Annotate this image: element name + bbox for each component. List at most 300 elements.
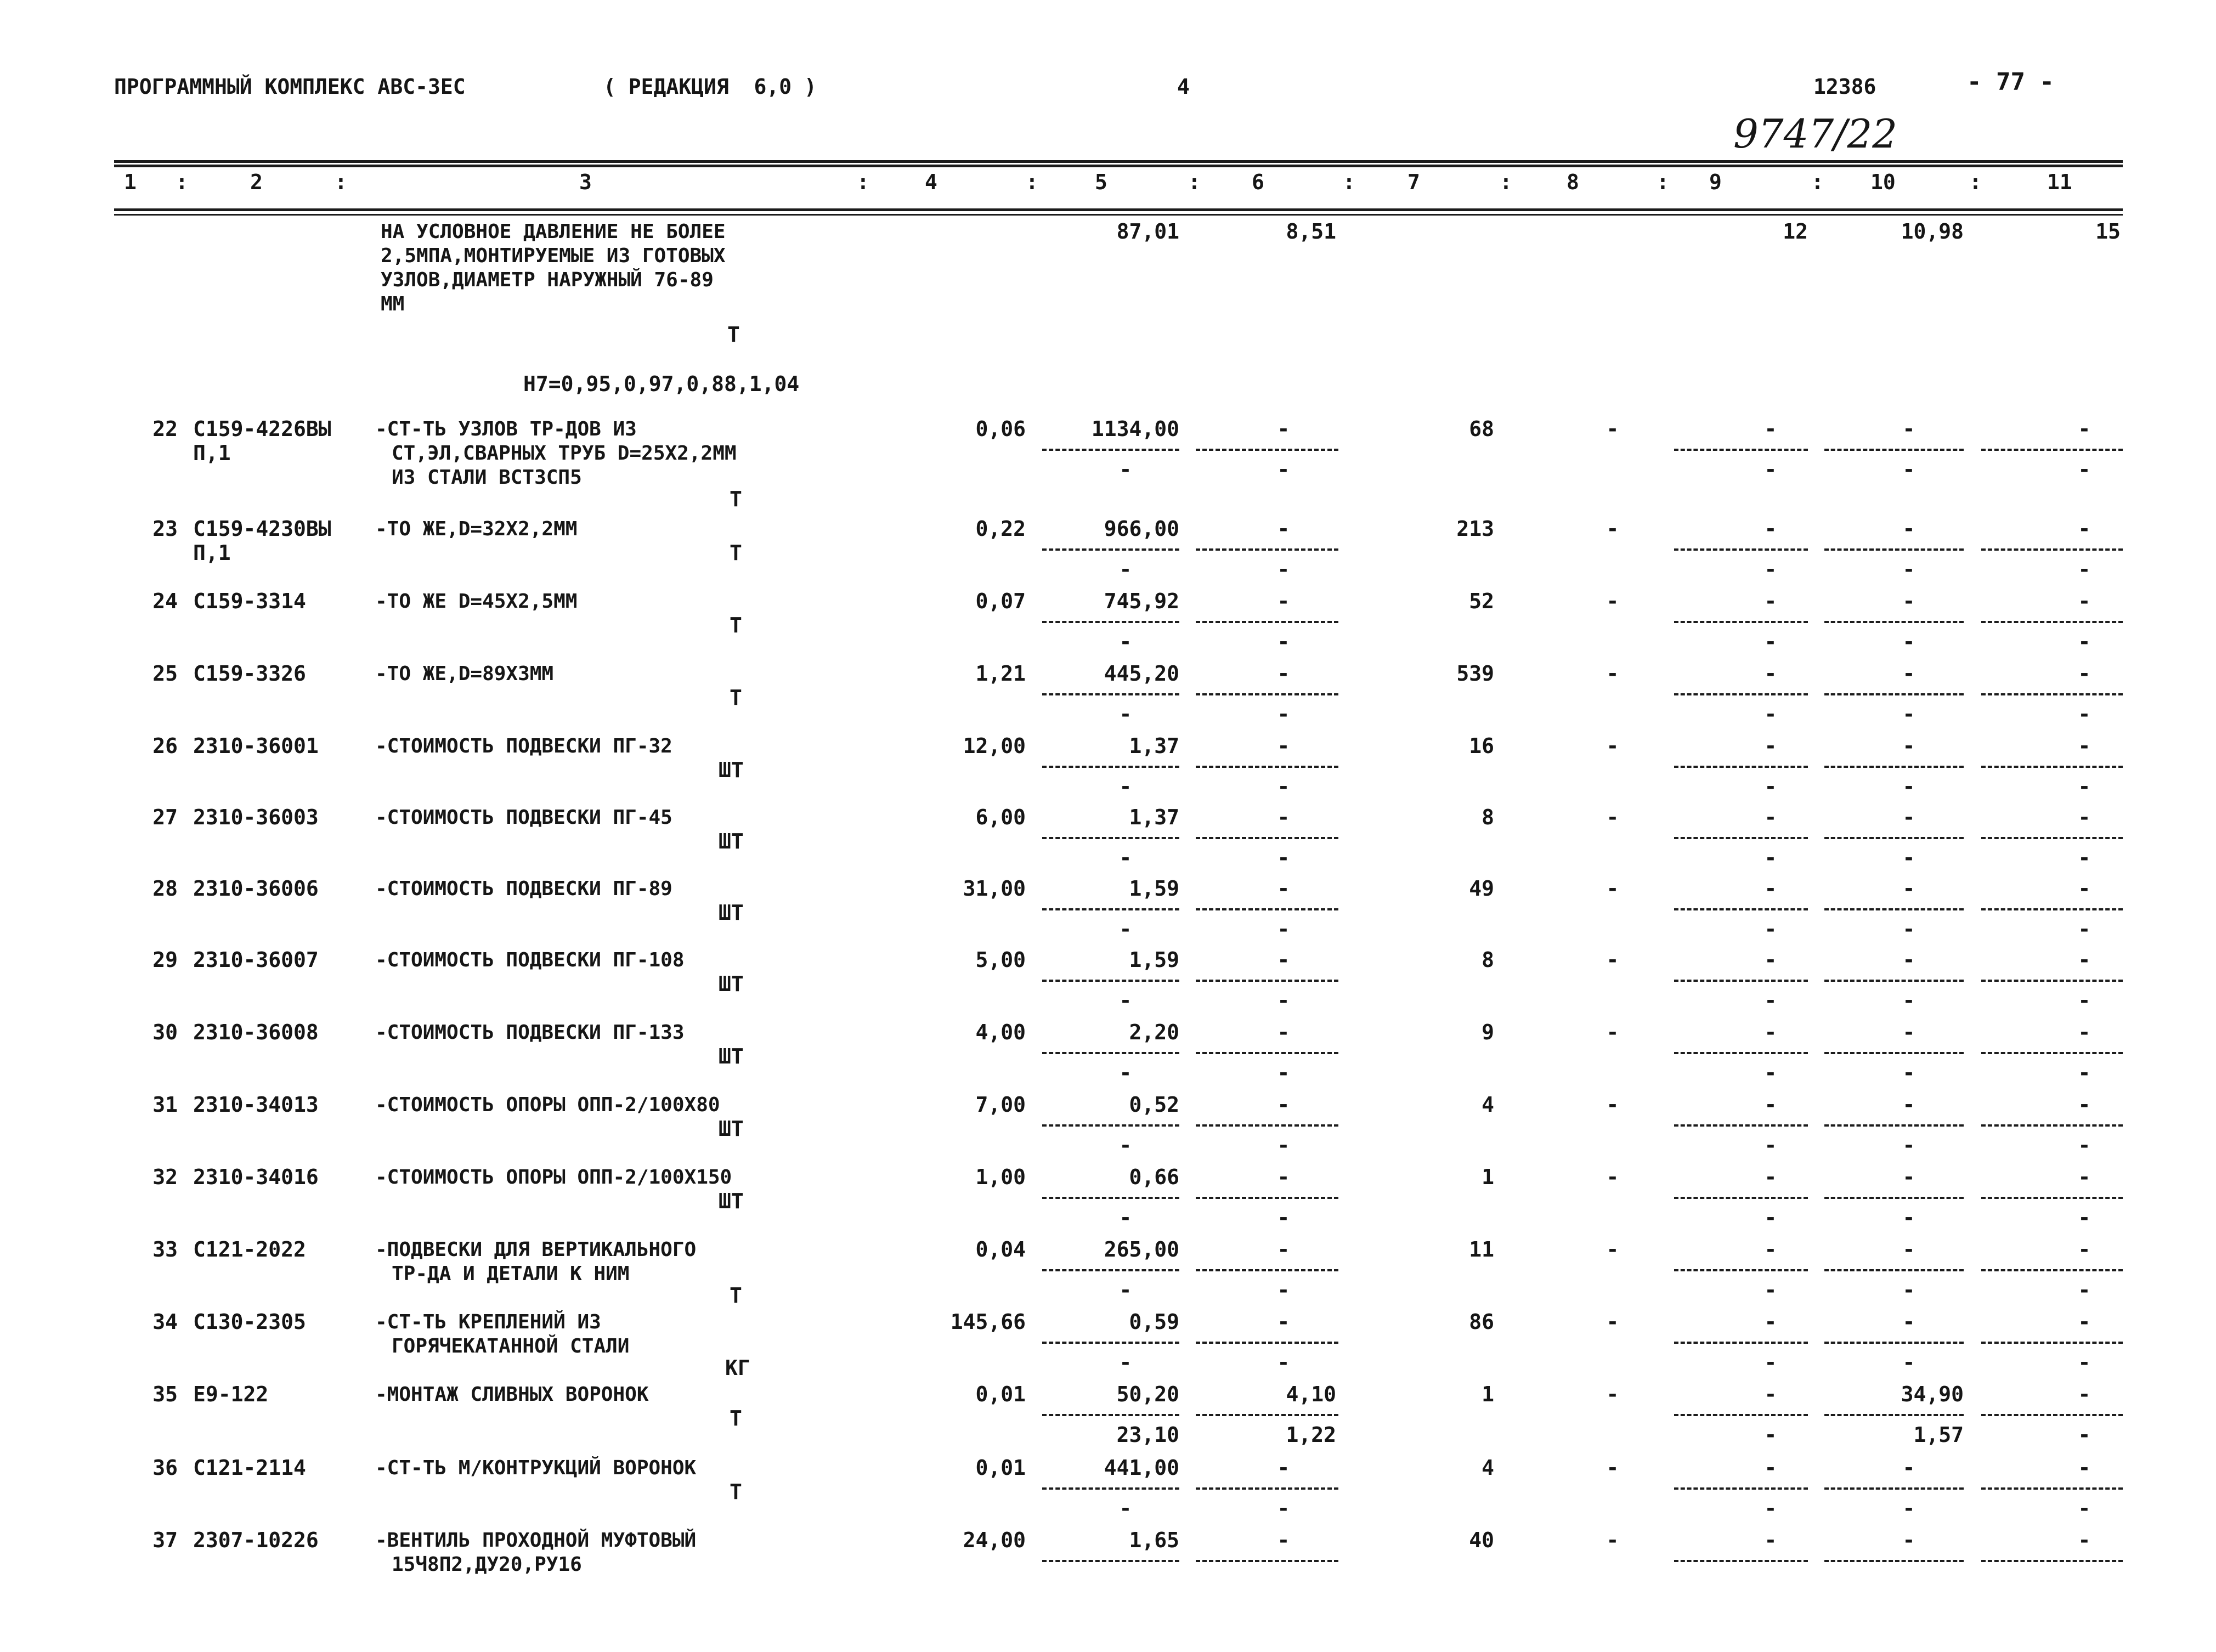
row-quantity: 24,00 bbox=[963, 1528, 1026, 1552]
row-rule-col6 bbox=[1196, 1052, 1338, 1054]
row-total: 539 bbox=[1456, 661, 1494, 686]
row-rule-col11 bbox=[1981, 1052, 2123, 1054]
column-header-9: 9 bbox=[1709, 170, 1722, 194]
row-col10: - bbox=[1902, 948, 1915, 972]
row-col11: - bbox=[2078, 1382, 2091, 1406]
table-top-rule bbox=[114, 160, 2123, 163]
row-total: 40 bbox=[1469, 1528, 1494, 1552]
column-separator: : bbox=[1657, 170, 1669, 194]
row-unit-price-alt: - bbox=[1119, 1278, 1132, 1302]
row-rule-col9 bbox=[1674, 1197, 1808, 1199]
row-rule-col9 bbox=[1674, 980, 1808, 982]
row-col9: - bbox=[1764, 948, 1777, 972]
row-unit: ШТ bbox=[719, 1044, 744, 1068]
row-total: 8 bbox=[1482, 805, 1494, 829]
row-col9: - bbox=[1764, 734, 1777, 758]
row-quantity: 0,22 bbox=[975, 517, 1026, 541]
row-description-line: -ВЕНТИЛЬ ПРОХОДНОЙ МУФТОВЫЙ bbox=[375, 1529, 697, 1552]
row-description-line: -ТО ЖЕ,D=89Х3ММ bbox=[375, 663, 554, 685]
column-separator: : bbox=[176, 170, 188, 194]
row-rule-col9 bbox=[1674, 621, 1808, 623]
row-unit-price: 1,59 bbox=[1129, 948, 1179, 972]
sheet-number: - 77 - bbox=[1967, 68, 2054, 96]
row-col11-alt: - bbox=[2078, 1350, 2091, 1374]
row-number: 25 bbox=[152, 661, 178, 686]
row-col11-alt: - bbox=[2078, 1423, 2091, 1447]
row-rule-col6 bbox=[1196, 621, 1338, 623]
row-code: С121-2022 bbox=[193, 1237, 306, 1261]
row-unit: Т bbox=[730, 487, 742, 511]
row-quantity: 1,00 bbox=[975, 1165, 1026, 1189]
row-description-line: -СТОИМОСТЬ ПОДВЕСКИ ПГ-133 bbox=[375, 1021, 685, 1044]
row-quantity: 0,07 bbox=[975, 589, 1026, 613]
row-col11: - bbox=[2078, 1310, 2091, 1334]
row-col6: - bbox=[1277, 589, 1290, 613]
row-rule-col6 bbox=[1196, 1487, 1338, 1490]
row-col6: - bbox=[1277, 1093, 1290, 1117]
row-code: С130-2305 bbox=[193, 1310, 306, 1334]
row-rule-col9 bbox=[1674, 837, 1808, 839]
row-code: С159-4226ВЫ bbox=[193, 417, 331, 441]
row-code: 2310-36003 bbox=[193, 805, 319, 829]
row-rule-col6 bbox=[1196, 837, 1338, 839]
row-unit: ШТ bbox=[719, 1117, 744, 1141]
row-col8: - bbox=[1606, 1020, 1619, 1044]
row-col9: - bbox=[1764, 417, 1777, 441]
row-unit-price: 2,20 bbox=[1129, 1020, 1179, 1044]
row-col10: - bbox=[1902, 1165, 1915, 1189]
row-col10-alt: - bbox=[1902, 702, 1915, 726]
row-rule-col10 bbox=[1824, 621, 1964, 623]
row-description-line: -ТО ЖЕ,D=32Х2,2ММ bbox=[375, 518, 578, 540]
row-unit-price: 50,20 bbox=[1116, 1382, 1179, 1406]
row-col10-alt: - bbox=[1902, 557, 1915, 581]
row-description-line: -СТОИМОСТЬ ПОДВЕСКИ ПГ-89 bbox=[375, 878, 672, 900]
row-col11: - bbox=[2078, 417, 2091, 441]
row-col9-alt: - bbox=[1764, 1496, 1777, 1520]
row-rule-col10 bbox=[1824, 766, 1964, 768]
row-unit: ШТ bbox=[719, 829, 744, 853]
row-rule-col10 bbox=[1824, 449, 1964, 451]
row-col10-alt: - bbox=[1902, 1350, 1915, 1374]
row-unit: ШТ bbox=[719, 758, 744, 782]
row-code: 2307-10226 bbox=[193, 1528, 319, 1552]
row-col11: - bbox=[2078, 1237, 2091, 1261]
row-col8: - bbox=[1606, 517, 1619, 541]
column-separator: : bbox=[1969, 170, 1982, 194]
row-rule-col10 bbox=[1824, 1269, 1964, 1271]
row-description-line: СТ,ЭЛ,СВАРНЫХ ТРУБ D=25Х2,2ММ bbox=[392, 442, 737, 465]
row-col6-alt: 1,22 bbox=[1286, 1423, 1336, 1447]
row-rule-col11 bbox=[1981, 621, 2123, 623]
row-rule-col5 bbox=[1042, 1052, 1179, 1054]
row-col9-alt: - bbox=[1764, 630, 1777, 654]
row-number: 26 bbox=[152, 734, 178, 758]
row-rule-col11 bbox=[1981, 837, 2123, 839]
row-col11: - bbox=[2078, 517, 2091, 541]
table-header-rule-2 bbox=[114, 214, 2123, 216]
intro-description-line: ММ bbox=[381, 293, 405, 315]
row-col10-alt: - bbox=[1902, 630, 1915, 654]
row-rule-col11 bbox=[1981, 548, 2123, 551]
row-rule-col11 bbox=[1981, 1197, 2123, 1199]
row-description-line: -СТОИМОСТЬ ПОДВЕСКИ ПГ-108 bbox=[375, 949, 685, 971]
row-unit: КГ bbox=[725, 1356, 750, 1380]
row-quantity: 4,00 bbox=[975, 1020, 1026, 1044]
row-rule-col10 bbox=[1824, 1342, 1964, 1344]
row-col10-alt: - bbox=[1902, 1278, 1915, 1302]
row-col6-alt: - bbox=[1277, 774, 1290, 799]
row-quantity: 7,00 bbox=[975, 1093, 1026, 1117]
row-number: 23 bbox=[152, 517, 178, 541]
row-col11: - bbox=[2078, 1528, 2091, 1552]
row-rule-col6 bbox=[1196, 693, 1338, 695]
row-col6-alt: - bbox=[1277, 1133, 1290, 1157]
row-rule-col9 bbox=[1674, 908, 1808, 910]
row-total: 4 bbox=[1482, 1456, 1494, 1480]
column-header-6: 6 bbox=[1252, 170, 1264, 194]
column-header-1: 1 bbox=[124, 170, 137, 194]
row-rule-col11 bbox=[1981, 1414, 2123, 1416]
row-rule-col10 bbox=[1824, 1052, 1964, 1054]
row-rule-col10 bbox=[1824, 693, 1964, 695]
row-rule-col9 bbox=[1674, 1487, 1808, 1490]
row-total: 11 bbox=[1469, 1237, 1494, 1261]
row-rule-col5 bbox=[1042, 693, 1179, 695]
row-rule-col9 bbox=[1674, 693, 1808, 695]
row-rule-col5 bbox=[1042, 908, 1179, 910]
table-top-rule-2 bbox=[114, 165, 2123, 167]
row-col11: - bbox=[2078, 876, 2091, 901]
row-col11-alt: - bbox=[2078, 1133, 2091, 1157]
row-unit-price: 0,59 bbox=[1129, 1310, 1179, 1334]
row-col6: - bbox=[1277, 948, 1290, 972]
column-header-2: 2 bbox=[250, 170, 263, 194]
row-unit-price: 445,20 bbox=[1104, 661, 1179, 686]
row-rule-col9 bbox=[1674, 1560, 1808, 1562]
row-rule-col11 bbox=[1981, 1124, 2123, 1127]
row-number: 35 bbox=[152, 1382, 178, 1406]
row-rule-col10 bbox=[1824, 908, 1964, 910]
row-quantity: 0,01 bbox=[975, 1456, 1026, 1480]
row-col9-alt: - bbox=[1764, 702, 1777, 726]
row-col6-alt: - bbox=[1277, 846, 1290, 870]
row-rule-col11 bbox=[1981, 1342, 2123, 1344]
row-col10-alt: - bbox=[1902, 457, 1915, 482]
row-col8: - bbox=[1606, 734, 1619, 758]
row-col11-alt: - bbox=[2078, 630, 2091, 654]
row-col10: - bbox=[1902, 589, 1915, 613]
row-rule-col5 bbox=[1042, 1197, 1179, 1199]
intro-col5: 87,01 bbox=[1116, 219, 1179, 244]
row-col6: - bbox=[1277, 517, 1290, 541]
row-rule-col11 bbox=[1981, 1487, 2123, 1490]
row-col8: - bbox=[1606, 661, 1619, 686]
row-col11: - bbox=[2078, 661, 2091, 686]
row-unit-price-alt: - bbox=[1119, 1350, 1132, 1374]
row-col8: - bbox=[1606, 1456, 1619, 1480]
row-number: 33 bbox=[152, 1237, 178, 1261]
row-col10: - bbox=[1902, 517, 1915, 541]
row-description-line: ГОРЯЧЕКАТАННОЙ СТАЛИ bbox=[392, 1335, 630, 1357]
row-description-line: ИЗ СТАЛИ ВСТ3СП5 bbox=[392, 466, 582, 489]
row-col8: - bbox=[1606, 417, 1619, 441]
row-unit-price: 1,37 bbox=[1129, 734, 1179, 758]
row-description-line: -МОНТАЖ СЛИВНЫХ ВОРОНОК bbox=[375, 1383, 649, 1406]
row-code: 2310-34013 bbox=[193, 1093, 319, 1117]
row-number: 37 bbox=[152, 1528, 178, 1552]
row-col6-alt: - bbox=[1277, 1206, 1290, 1230]
row-unit-price: 441,00 bbox=[1104, 1456, 1179, 1480]
row-unit-price: 1,65 bbox=[1129, 1528, 1179, 1552]
row-unit: ШТ bbox=[719, 901, 744, 925]
row-unit-price-alt: - bbox=[1119, 1496, 1132, 1520]
row-col8: - bbox=[1606, 876, 1619, 901]
intro-col10: 10,98 bbox=[1901, 219, 1964, 244]
row-quantity: 1,21 bbox=[975, 661, 1026, 686]
row-quantity: 0,06 bbox=[975, 417, 1026, 441]
column-header-4: 4 bbox=[925, 170, 937, 194]
column-separator: : bbox=[335, 170, 347, 194]
row-unit-price: 1,59 bbox=[1129, 876, 1179, 901]
row-col6: - bbox=[1277, 1456, 1290, 1480]
row-number: 28 bbox=[152, 876, 178, 901]
row-col9-alt: - bbox=[1764, 846, 1777, 870]
row-col8: - bbox=[1606, 1093, 1619, 1117]
column-separator: : bbox=[857, 170, 869, 194]
row-col11-alt: - bbox=[2078, 988, 2091, 1012]
row-quantity: 5,00 bbox=[975, 948, 1026, 972]
row-col10-alt: - bbox=[1902, 988, 1915, 1012]
row-col10-alt: - bbox=[1902, 1496, 1915, 1520]
row-quantity: 31,00 bbox=[963, 876, 1026, 901]
column-separator: : bbox=[1343, 170, 1355, 194]
intro-col9: 12 bbox=[1783, 219, 1808, 244]
row-description-line: -СТ-ТЬ М/КОНТРУКЦИЙ ВОРОНОК bbox=[375, 1457, 697, 1479]
row-total: 9 bbox=[1482, 1020, 1494, 1044]
row-col10-alt: - bbox=[1902, 774, 1915, 799]
row-total: 49 bbox=[1469, 876, 1494, 901]
row-col11: - bbox=[2078, 805, 2091, 829]
column-separator: : bbox=[1026, 170, 1038, 194]
row-rule-col10 bbox=[1824, 1487, 1964, 1490]
row-code: 2310-36006 bbox=[193, 876, 319, 901]
row-col8: - bbox=[1606, 1310, 1619, 1334]
row-unit-price-alt: - bbox=[1119, 1133, 1132, 1157]
row-description-line: -СТ-ТЬ УЗЛОВ ТР-ДОВ ИЗ bbox=[375, 418, 637, 440]
row-col10: - bbox=[1902, 1528, 1915, 1552]
row-rule-col9 bbox=[1674, 1052, 1808, 1054]
row-col11-alt: - bbox=[2078, 917, 2091, 941]
row-col11-alt: - bbox=[2078, 1496, 2091, 1520]
row-col6: - bbox=[1277, 1020, 1290, 1044]
row-col9-alt: - bbox=[1764, 988, 1777, 1012]
row-col6: - bbox=[1277, 1237, 1290, 1261]
row-unit-price: 0,52 bbox=[1129, 1093, 1179, 1117]
row-rule-col10 bbox=[1824, 1560, 1964, 1562]
row-rule-col11 bbox=[1981, 980, 2123, 982]
row-rule-col11 bbox=[1981, 1269, 2123, 1271]
row-total: 52 bbox=[1469, 589, 1494, 613]
row-col9: - bbox=[1764, 1237, 1777, 1261]
row-col10: - bbox=[1902, 876, 1915, 901]
row-col6-alt: - bbox=[1277, 917, 1290, 941]
row-rule-col10 bbox=[1824, 980, 1964, 982]
row-unit: Т bbox=[730, 1480, 742, 1504]
row-description-line: -ТО ЖЕ D=45Х2,5ММ bbox=[375, 590, 578, 613]
column-separator: : bbox=[1500, 170, 1512, 194]
row-code: С159-3326 bbox=[193, 661, 306, 686]
program-title: ПРОГРАММНЫЙ КОМПЛЕКС АВС-ЗЕС bbox=[114, 75, 466, 99]
row-col8: - bbox=[1606, 1165, 1619, 1189]
row-col6: 4,10 bbox=[1286, 1382, 1336, 1406]
row-number: 32 bbox=[152, 1165, 178, 1189]
row-col9-alt: - bbox=[1764, 557, 1777, 581]
row-col6: - bbox=[1277, 876, 1290, 901]
coefficient-line: Н7=0,95,0,97,0,88,1,04 bbox=[523, 372, 800, 396]
row-col9-alt: - bbox=[1764, 457, 1777, 482]
row-col8: - bbox=[1606, 589, 1619, 613]
row-rule-col11 bbox=[1981, 766, 2123, 768]
row-description-line: -СТОИМОСТЬ ОПОРЫ ОПП-2/100Х150 bbox=[375, 1166, 732, 1189]
row-col11-alt: - bbox=[2078, 1206, 2091, 1230]
row-col11: - bbox=[2078, 734, 2091, 758]
row-number: 22 bbox=[152, 417, 178, 441]
row-unit-price: 745,92 bbox=[1104, 589, 1179, 613]
row-description-line: -СТОИМОСТЬ ПОДВЕСКИ ПГ-32 bbox=[375, 735, 672, 757]
row-col6-alt: - bbox=[1277, 702, 1290, 726]
row-code: 2310-36008 bbox=[193, 1020, 319, 1044]
row-col6: - bbox=[1277, 1528, 1290, 1552]
intro-col6: 8,51 bbox=[1286, 219, 1336, 244]
row-unit: ШТ bbox=[719, 972, 744, 996]
row-rule-col5 bbox=[1042, 1487, 1179, 1490]
row-rule-col5 bbox=[1042, 548, 1179, 551]
row-description-line: 15Ч8П2,ДУ20,РУ16 bbox=[392, 1553, 582, 1576]
row-rule-col6 bbox=[1196, 1124, 1338, 1127]
row-col8: - bbox=[1606, 948, 1619, 972]
row-total: 16 bbox=[1469, 734, 1494, 758]
row-rule-col6 bbox=[1196, 548, 1338, 551]
row-col6-alt: - bbox=[1277, 457, 1290, 482]
row-code: 2310-36001 bbox=[193, 734, 319, 758]
row-number: 31 bbox=[152, 1093, 178, 1117]
row-col11: - bbox=[2078, 1093, 2091, 1117]
row-col11: - bbox=[2078, 589, 2091, 613]
row-number: 30 bbox=[152, 1020, 178, 1044]
row-rule-col5 bbox=[1042, 1414, 1179, 1416]
row-col11-alt: - bbox=[2078, 846, 2091, 870]
row-rule-col11 bbox=[1981, 908, 2123, 910]
row-col8: - bbox=[1606, 1528, 1619, 1552]
row-rule-col5 bbox=[1042, 766, 1179, 768]
row-col6-alt: - bbox=[1277, 988, 1290, 1012]
row-col11: - bbox=[2078, 1456, 2091, 1480]
row-total: 1 bbox=[1482, 1165, 1494, 1189]
row-col6: - bbox=[1277, 661, 1290, 686]
row-rule-col10 bbox=[1824, 548, 1964, 551]
row-col6: - bbox=[1277, 1310, 1290, 1334]
row-col6-alt: - bbox=[1277, 1061, 1290, 1085]
row-col11-alt: - bbox=[2078, 774, 2091, 799]
row-col9: - bbox=[1764, 805, 1777, 829]
row-col9: - bbox=[1764, 876, 1777, 901]
row-col9-alt: - bbox=[1764, 1350, 1777, 1374]
page-number: 4 bbox=[1177, 75, 1190, 99]
row-rule-col6 bbox=[1196, 1414, 1338, 1416]
row-unit-price: 265,00 bbox=[1104, 1237, 1179, 1261]
row-number: 29 bbox=[152, 948, 178, 972]
row-rule-col5 bbox=[1042, 1124, 1179, 1127]
row-col10-alt: - bbox=[1902, 1133, 1915, 1157]
row-col9: - bbox=[1764, 517, 1777, 541]
row-col9-alt: - bbox=[1764, 1206, 1777, 1230]
row-col11: - bbox=[2078, 1020, 2091, 1044]
row-col9: - bbox=[1764, 1165, 1777, 1189]
row-rule-col10 bbox=[1824, 1197, 1964, 1199]
row-rule-col5 bbox=[1042, 980, 1179, 982]
row-unit-price-alt: - bbox=[1119, 702, 1132, 726]
row-col10: - bbox=[1902, 417, 1915, 441]
row-col10: - bbox=[1902, 734, 1915, 758]
column-separator: : bbox=[1188, 170, 1201, 194]
row-rule-col10 bbox=[1824, 837, 1964, 839]
column-separator: : bbox=[1811, 170, 1824, 194]
row-col6: - bbox=[1277, 1165, 1290, 1189]
row-col9: - bbox=[1764, 661, 1777, 686]
row-quantity: 6,00 bbox=[975, 805, 1026, 829]
row-number: 34 bbox=[152, 1310, 178, 1334]
row-total: 86 bbox=[1469, 1310, 1494, 1334]
row-col9: - bbox=[1764, 1456, 1777, 1480]
row-col9-alt: - bbox=[1764, 774, 1777, 799]
intro-description-line: УЗЛОВ,ДИАМЕТР НАРУЖНЫЙ 76-89 bbox=[381, 269, 714, 291]
row-rule-col9 bbox=[1674, 1414, 1808, 1416]
row-col8: - bbox=[1606, 1382, 1619, 1406]
row-col9: - bbox=[1764, 1093, 1777, 1117]
row-col9-alt: - bbox=[1764, 1278, 1777, 1302]
row-rule-col5 bbox=[1042, 837, 1179, 839]
column-header-10: 10 bbox=[1870, 170, 1896, 194]
row-col10: 34,90 bbox=[1901, 1382, 1964, 1406]
row-col10-alt: - bbox=[1902, 917, 1915, 941]
row-number: 27 bbox=[152, 805, 178, 829]
column-header-3: 3 bbox=[579, 170, 592, 194]
row-rule-col5 bbox=[1042, 1560, 1179, 1562]
row-rule-col5 bbox=[1042, 1269, 1179, 1271]
row-col9: - bbox=[1764, 589, 1777, 613]
row-unit-price-alt: - bbox=[1119, 557, 1132, 581]
row-code: 2310-36007 bbox=[193, 948, 319, 972]
row-unit-price: 0,66 bbox=[1129, 1165, 1179, 1189]
row-total: 4 bbox=[1482, 1093, 1494, 1117]
row-col11-alt: - bbox=[2078, 1061, 2091, 1085]
row-unit: Т bbox=[730, 686, 742, 710]
row-unit-price-alt: - bbox=[1119, 774, 1132, 799]
row-col8: - bbox=[1606, 1237, 1619, 1261]
row-total: 68 bbox=[1469, 417, 1494, 441]
row-col9-alt: - bbox=[1764, 1423, 1777, 1447]
row-total: 213 bbox=[1456, 517, 1494, 541]
row-rule-col5 bbox=[1042, 449, 1179, 451]
row-unit-price-alt: - bbox=[1119, 988, 1132, 1012]
row-col11-alt: - bbox=[2078, 702, 2091, 726]
row-rule-col6 bbox=[1196, 1269, 1338, 1271]
row-number: 24 bbox=[152, 589, 178, 613]
document-code: 12386 bbox=[1813, 75, 1876, 99]
row-col6: - bbox=[1277, 734, 1290, 758]
row-col6-alt: - bbox=[1277, 630, 1290, 654]
